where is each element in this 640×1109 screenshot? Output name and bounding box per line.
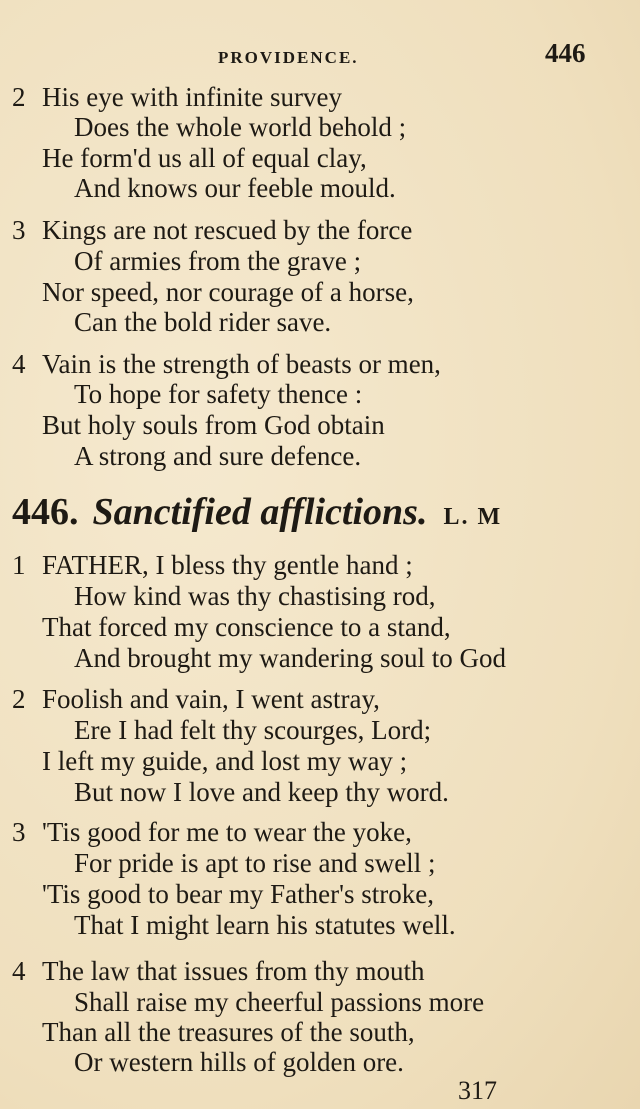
verse-line: I left my guide, and lost my way ;: [42, 746, 408, 776]
verse-line: Kings are not rescued by the force: [42, 215, 413, 245]
verse-line: That forced my conscience to a stand,: [42, 612, 451, 642]
verse-line: 'Tis good for me to wear the yoke,: [42, 817, 412, 847]
verse-line: Or western hills of golden ore.: [74, 1047, 404, 1077]
signature-number: 317: [458, 1076, 497, 1105]
verse-line: To hope for safety thence :: [74, 379, 363, 409]
verse-line: And brought my wandering soul to God: [74, 643, 506, 673]
verse-line: A strong and sure defence.: [74, 441, 362, 471]
stanza-number: 2: [12, 684, 26, 714]
stanza-number: 3: [12, 215, 26, 245]
verse-line: Can the bold rider save.: [74, 307, 332, 337]
hymn-subject: Sanctified afflictions.: [92, 491, 428, 533]
verse-line: But now I love and keep thy word.: [74, 777, 449, 807]
verse-line: His eye with infinite survey: [42, 82, 342, 112]
verse-line: Of armies from the grave ;: [74, 246, 362, 276]
verse-line: Nor speed, nor courage of a horse,: [42, 277, 414, 307]
verse-line: For pride is apt to rise and swell ;: [74, 848, 436, 878]
stanza-number: 2: [12, 82, 26, 112]
running-head: PROVIDENCE.: [218, 48, 359, 67]
verse-line: How kind was thy chastising rod,: [74, 581, 436, 611]
verse-line: That I might learn his statutes well.: [74, 910, 456, 940]
verse-line: He form'd us all of equal clay,: [42, 143, 367, 173]
page-number: 446: [545, 38, 586, 68]
verse-line: 'Tis good to bear my Father's stroke,: [42, 879, 434, 909]
stanza-number: 1: [12, 550, 26, 580]
verse-line: Shall raise my cheerful passions more: [74, 987, 485, 1017]
verse-line: Does the whole world behold ;: [74, 112, 407, 142]
verse-line: But holy souls from God obtain: [42, 410, 385, 440]
hymn-meter: L. M: [443, 504, 503, 530]
stanza-number: 4: [12, 349, 26, 379]
verse-line: Ere I had felt thy scourges, Lord;: [74, 715, 432, 745]
stanza-number: 4: [12, 956, 26, 986]
hymn-number: 446.: [12, 491, 79, 533]
stanza-number: 3: [12, 817, 26, 847]
verse-line: Than all the treasures of the south,: [42, 1017, 415, 1047]
verse-line: And knows our feeble mould.: [74, 173, 396, 203]
verse-line: The law that issues from thy mouth: [42, 956, 425, 986]
verse-line: FATHER, I bless thy gentle hand ;: [42, 550, 413, 580]
hymn-title: [12, 490, 502, 534]
verse-line: Foolish and vain, I went astray,: [42, 684, 380, 714]
verse-line: Vain is the strength of beasts or men,: [42, 349, 441, 379]
